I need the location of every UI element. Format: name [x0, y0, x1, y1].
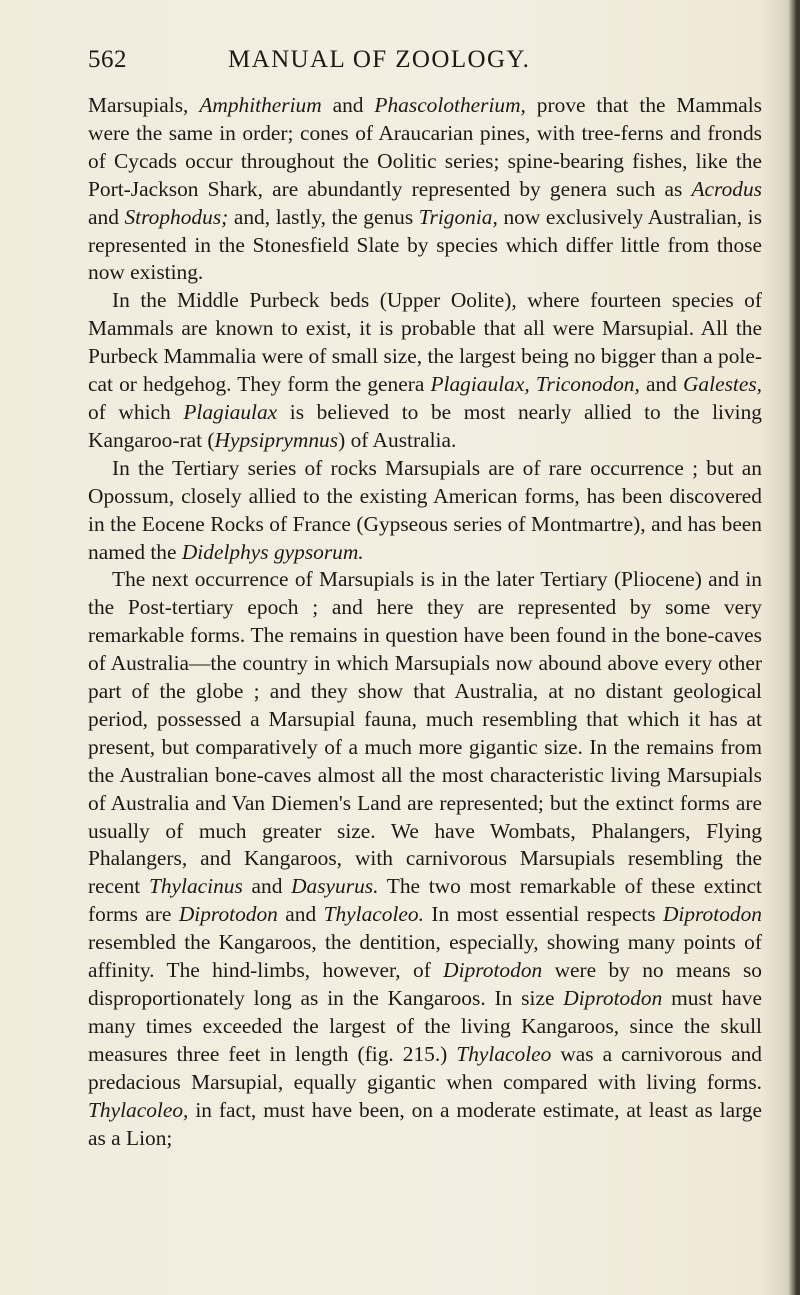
text-run: now exclusively Australian, is represented in the Stonesfield Slate by species which differ little from those now existing.	[88, 204, 763, 285]
text-run: In the Middle Purbeck beds (Upper Oolite), where fourteen species of Mammals are known to exist, it is probable that all were Marsupial. All the Purbeck Mammalia were of small size, the largest being no bigger than a pole-cat or hedgehog. They form the genera	[88, 288, 762, 397]
text-run: and	[242, 874, 292, 899]
text-run: In the Tertiary series of rocks Marsupials are of rare occurrence ; but an Opossum, closely allied to the existing American forms, has been discovered in the Eocene Rocks of France (Gypseous series of Montmartre), and has been named the	[88, 455, 762, 564]
text-run: were by no means so disproportionately long as in the Kangaroos. In size	[88, 958, 762, 1010]
paragraph-3	[88, 455, 762, 567]
text-run: must have many times exceeded the largest of the living Kangaroos, since the skull measures three feet in length (fig. 215.)	[88, 986, 762, 1066]
text-run: prove that the Mammals were the same in order; cones of Araucarian pines, with tree-ferns and fronds of Cycads occur throughout the Oolitic series; spine-bearing fishes, like the Port-Jackson Shark, are abundantly represented by genera such as	[88, 93, 762, 201]
italic-term: Thylacinus	[148, 874, 243, 899]
italic-term: Dasyurus.	[291, 874, 379, 899]
paragraph-1	[88, 92, 762, 287]
italic-term: Trigonia,	[418, 204, 498, 229]
italic-term: Galestes,	[682, 372, 762, 397]
italic-term: Hypsiprymnus	[214, 427, 339, 452]
text-run: In most essential respects	[423, 902, 663, 927]
italic-term: Phascolotherium,	[374, 93, 526, 117]
italic-term: Didelphys gypsorum.	[181, 539, 364, 564]
italic-term: Acrodus	[691, 176, 762, 201]
text-run: and	[277, 902, 324, 927]
italic-term: Diprotodon	[178, 902, 278, 927]
text-run: Marsupials,	[88, 93, 200, 117]
italic-term: Diprotodon	[563, 986, 663, 1010]
text-run: ) of Australia.	[338, 427, 457, 452]
italic-term: Thylacoleo,	[88, 1097, 189, 1122]
italic-term: Amphitherium	[199, 93, 322, 117]
page-header	[88, 46, 763, 86]
text-run: The next occurrence of Marsupials is in the later Tertiary (Pliocene) and in the Post-tertiary epoch ; and here they are represented by some very remarkable forms. The remains in question have been found in the bone-caves of Australia—the country in which Marsupials now abound above every other part of the globe ; and they show that Australia, at no distant geological period, possessed a Marsupial fauna, much resembling that which it has at present, but comparatively of a much more gigantic size. In the remains from the Australian bone-caves almost all the most characteristic living Marsupials of Australia and Van Diemen's Land are represented; but the extinct forms are usually of much greater size. We have Wombats, Phalangers, Flying Phalangers, and Kangaroos, with carnivorous Marsupials resembling the recent	[88, 567, 762, 899]
text-run: of which	[88, 399, 184, 424]
text-run: resembled the Kangaroos, the dentition, especially, showing many points of affinity. The hind-limbs, however, of	[88, 930, 762, 983]
italic-term: Plagiaulax,	[430, 372, 530, 397]
page-number: 562	[88, 46, 127, 73]
text-run: in fact, must have been, on a moderate estimate, at least as large as a Lion;	[88, 1097, 762, 1150]
paragraph-2	[88, 287, 762, 454]
text-run: and	[88, 204, 125, 229]
text-run: and, lastly, the genus	[228, 204, 419, 229]
italic-term: Diprotodon	[443, 958, 543, 983]
italic-term: Strophodus;	[124, 204, 229, 229]
body-text	[88, 92, 762, 1152]
italic-term: Plagiaulax	[183, 399, 278, 424]
italic-term: Triconodon,	[535, 372, 640, 397]
text-run: and	[639, 372, 683, 397]
text-run: is believed to be most nearly allied to the living Kangaroo-rat (	[88, 399, 762, 452]
text-run: was a carnivorous and predacious Marsupial, equally gigantic when compared with living forms.	[88, 1041, 762, 1094]
italic-term: Thylacoleo.	[323, 902, 424, 927]
text-run: The two most remarkable of these extinct forms are	[88, 874, 762, 927]
running-title: MANUAL OF ZOOLOGY.	[228, 46, 531, 73]
italic-term: Diprotodon	[662, 902, 762, 927]
italic-term: Thylacoleo	[456, 1041, 552, 1066]
paragraph-4	[88, 566, 762, 1152]
text-run: and	[321, 93, 375, 117]
